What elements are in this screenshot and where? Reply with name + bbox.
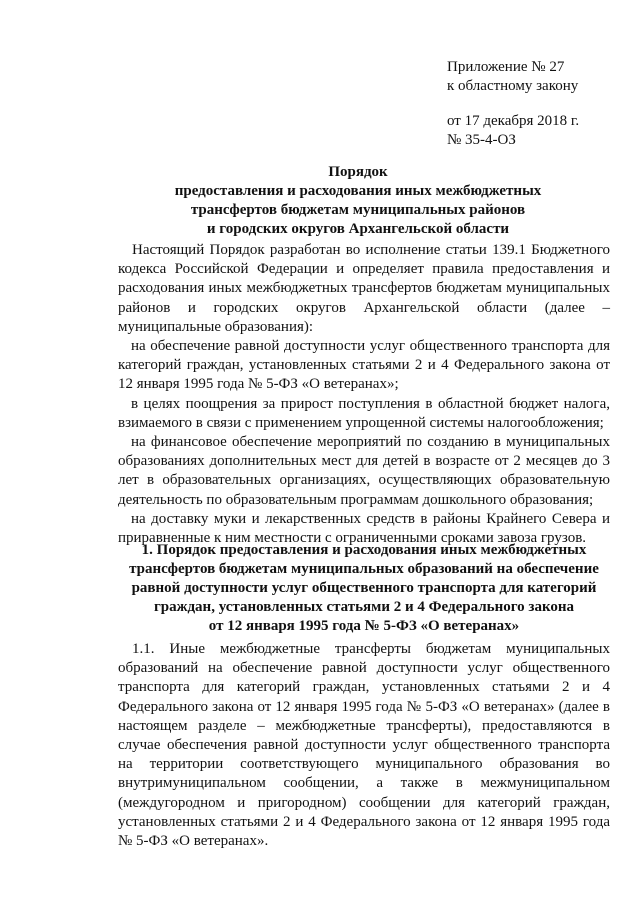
section-heading-line: граждан, установленных статьями 2 и 4 Федерального закона <box>153 599 575 615</box>
section-heading-line: трансфертов бюджетам муниципальных образований на обеспечение <box>129 561 599 577</box>
title-line-1: Порядок <box>328 164 388 180</box>
intro-body <box>118 241 610 548</box>
clause-1-1-text: 1.1. Иные межбюджетные трансферты бюджетам муниципальных образований на обеспечение равной доступности услуг общественного транспорта для категорий граждан, установленных статьями 2 и 4 Федерального закона от 12 января 1995 года № 5-ФЗ «О ветеранах» (далее в настоящем разделе – межбюджетные трансферты), предоставляются в случае обеспечения равной доступности услуг общественного транспорта на территории соответствующего муниципального образования во внутримуниципальном сообщении, а также в межмуниципальном (междугородном и пригородном) сообщении для категорий граждан, установленных статьями 2 и 4 Федерального закона от 12 января 1995 года № 5-ФЗ «О ветеранах». <box>118 641 610 850</box>
title-line-2: предоставления и расходования иных межбюджетных <box>174 183 542 199</box>
section-heading-line: от 12 января 1995 года № 5-ФЗ «О ветеранах» <box>208 618 520 634</box>
title-line-3: трансфертов бюджетам муниципальных районов <box>190 202 526 218</box>
section-heading-line: 1. Порядок предоставления и расходования иных межбюджетных <box>141 542 587 558</box>
section-heading-line: равной доступности услуг общественного транспорта для категорий <box>131 580 597 596</box>
spacer <box>447 96 622 112</box>
appendix-law-number: № 35-4-ОЗ <box>447 132 516 148</box>
appendix-header <box>447 58 622 150</box>
purpose-item-delivery: на доставку муки и лекарственных средств в районы Крайнего Севера и приравненные к ним местности с ограниченными сроками завоза грузов. <box>118 510 610 547</box>
purpose-item-preschool: на финансовое обеспечение мероприятий по созданию в муниципальных образованиях дополнительных мест для детей в возрасте от 2 месяцев до 3 лет в образовательных организациях, осуществляющих образовательную деятельность по образовательным программам дошкольного образования; <box>118 434 610 508</box>
appendix-number: Приложение № 27 <box>447 59 565 75</box>
section-1-heading <box>118 541 610 636</box>
clause-1-1 <box>118 640 610 851</box>
appendix-law-ref: к областному закону <box>447 78 579 94</box>
appendix-law-date: от 17 декабря 2018 г. <box>447 113 580 129</box>
title-line-4: и городских округов Архангельской области <box>206 221 510 237</box>
purpose-item-transport: на обеспечение равной доступности услуг общественного транспорта для категорий граждан, установленных статьями 2 и 4 Федерального закона от 12 января 1995 года № 5-ФЗ «О ветеранах»; <box>118 338 610 393</box>
intro-paragraph: Настоящий Порядок разработан во исполнение статьи 139.1 Бюджетного кодекса Российской Федерации и определяет правила предоставления и расходования иных межбюджетных трансфертов бюджетам муниципальных районов и городских округов Архангельской области (далее – муниципальные образования): <box>118 242 610 335</box>
purpose-item-tax-incentive: в целях поощрения за прирост поступления в областной бюджет налога, взимаемого в связи с применением упрощенной системы налогообложения; <box>118 395 610 431</box>
document-title <box>108 163 608 239</box>
